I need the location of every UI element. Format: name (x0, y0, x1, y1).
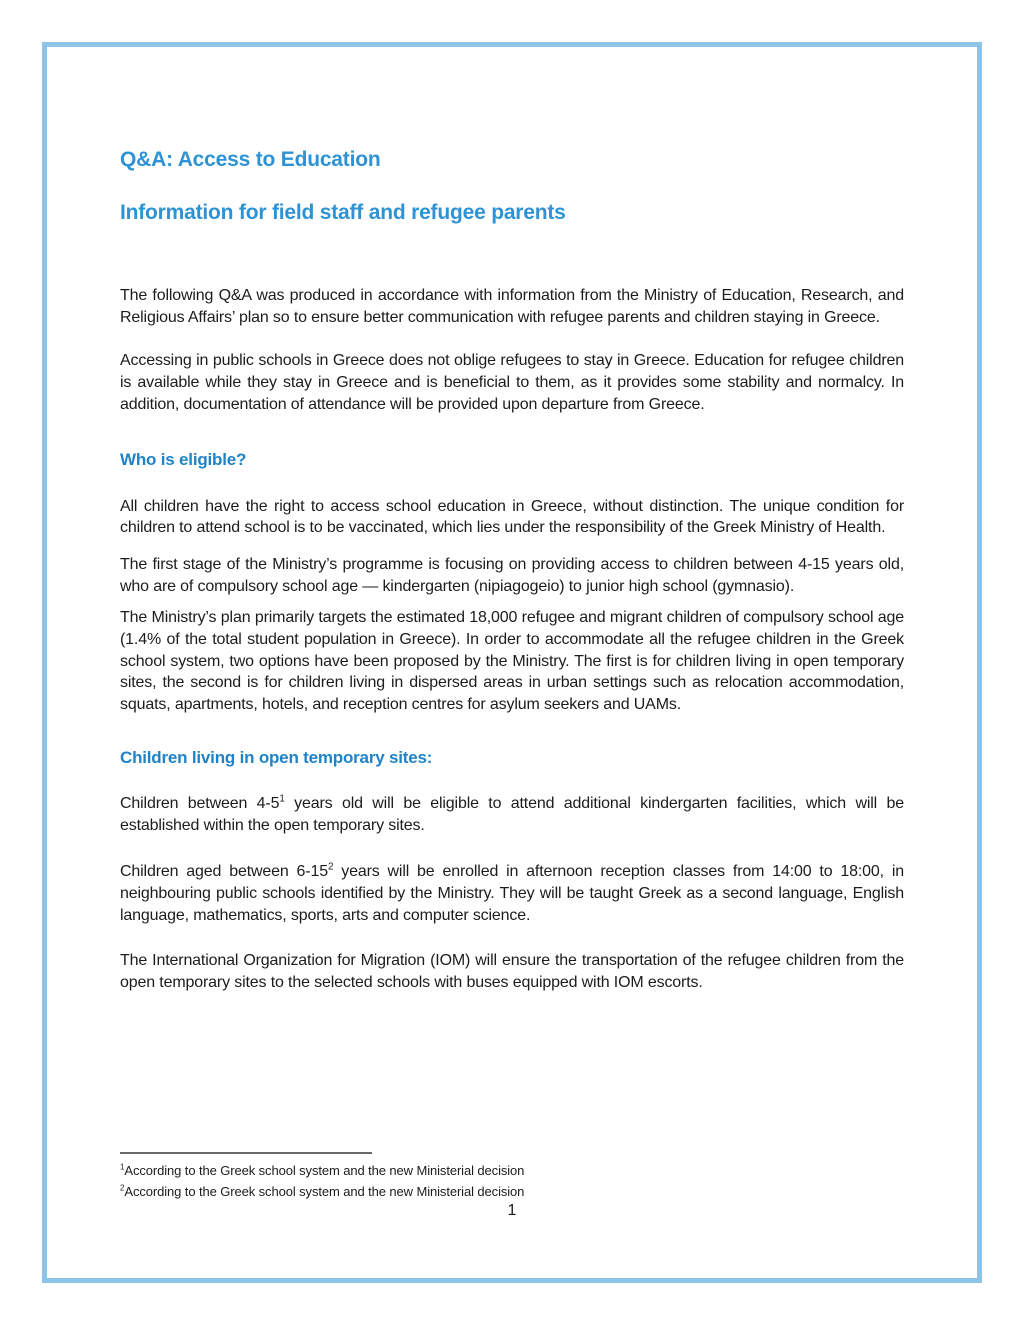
eligibility-paragraph: All children have the right to access school education in Greece, without distinction. The unique condition for children to attend school is to be vaccinated, which lies under the responsibility of the Greek Ministry of Health. (120, 497, 904, 537)
footnote-2-text: According to the Greek school system and the new Ministerial decision (124, 1184, 525, 1199)
footnote-separator-line (120, 1152, 372, 1154)
kindergarten-paragraph-text: Children between 4-5 (120, 794, 280, 812)
iom-transport-paragraph: The International Organization for Migration (IOM) will ensure the transportation of the refugee children from the open temporary sites to the selected schools with buses equipped with IOM escorts. (120, 952, 904, 992)
footnote-2-marker: 2 (120, 1183, 125, 1193)
reception-classes-paragraph-text-cont: years will be enrolled in afternoon reception classes from 14:00 to 18:00, in neighbouring public schools identified by the Ministry. They will be taught Greek as a second language, English language, mathematics, sports, arts and computer science. (120, 863, 904, 924)
first-stage-paragraph: The first stage of the Ministry’s programme is focusing on providing access to children between 4-15 years old, who are of compulsory school age — kindergarten (nipiagogeio) to junior high school (gymnasio). (120, 555, 904, 595)
section-heading-who-is-eligible: Who is eligible? (120, 449, 247, 469)
footnote-1-text: According to the Greek school system and the new Ministerial decision (124, 1163, 525, 1178)
section-heading-open-temporary-sites: Children living in open temporary sites: (120, 747, 433, 767)
footnote-area (120, 1152, 720, 1202)
document-content (47, 47, 977, 994)
page-number: 1 (507, 1202, 517, 1219)
kindergarten-paragraph-text-cont: years old will be eligible to attend additional kindergarten facilities, which will be established within the open temporary sites. (120, 794, 904, 834)
reception-classes-paragraph-text: Children aged between 6-15 (120, 863, 328, 881)
footnote-2 (120, 1181, 720, 1202)
doc-title-line-1: Q&A: Access to Education (120, 148, 381, 171)
footnote-1 (120, 1160, 720, 1181)
document-page (42, 42, 982, 1283)
footnote-1-marker: 1 (120, 1162, 125, 1172)
intro-paragraph-1: The following Q&A was produced in accordance with information from the Ministry of Education, Research, and Religious Affairs’ plan so to ensure better communication with refugee parents and children staying in Greece. (120, 287, 904, 326)
footnote-ref-1: 1 (279, 793, 285, 805)
footnote-ref-2: 2 (327, 861, 334, 873)
ministry-plan-paragraph: The Ministry’s plan primarily targets the estimated 18,000 refugee and migrant children of compulsory school age (1.4% of the total student population in Greece). In order to accommodate all the refugee children in the Greek school system, two options have been proposed by the Ministry. The first is for children living in open temporary sites, the second is for children living in dispersed areas in urban settings such as relocation accommodation, squats, apartments, hotels, and reception centres for asylum seekers and UAMs. (120, 609, 904, 714)
kindergarten-paragraph (120, 793, 904, 836)
doc-title-line-2: Information for field staff and refugee parents (120, 201, 566, 224)
reception-classes-paragraph (120, 861, 904, 926)
intro-paragraph-2: Accessing in public schools in Greece does not oblige refugees to stay in Greece. Education for refugee children is available while they stay in Greece and is beneficial to them, as it provides some stability and normalcy. In addition, documentation of attendance will be provided upon departure from Greece. (120, 352, 904, 413)
